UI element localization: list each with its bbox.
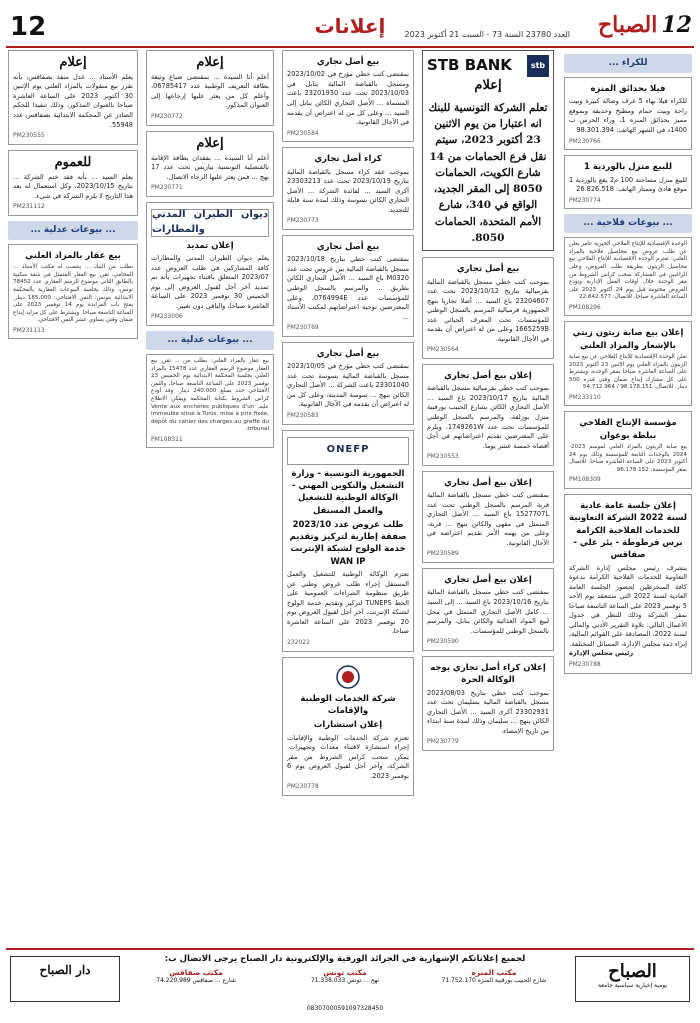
judicial-body: بيع عقار بالمزاد العلني: بطلب من ... تقرر بيع العقار موضوع الرسم العقاري عدد 15478 بالمزاد العلني بجلسة المحكمة الابتدائية يوم الخميس 23 نوفمبر 2023 على الساعة التاسعة صباحا، والثمن الافتتاحي حدد بمبلغ 240.000 دينار. وقد أودع كراس الشروط بكتابة المحكمة ويمكن الاطلاع عليه. Vente aux enchères publiques d'un immeuble situé à Tunis, mise à prix fixée, dépôt du cahier des charges au greffe du tribunal. [151,358,269,433]
notice-body: أعلم أنا السيدة ... بفقدان بطاقة الإقامة بالقنصلية التونسية بباريس تحت عدد 17 نهج ... فمن يعثر عليها الرجاء الاتصال. [151,153,269,181]
judicial-title: بيع عقار بالمزاد العلني [25,251,121,262]
page-number: 12 [10,12,47,42]
ad-code: 232022 [287,638,310,646]
ad-title: إعلان بيع صابة زيتون زيتي بالإشعار والمزاد العلني [572,328,684,351]
ad-body: للكراء فيلا بهاء 5 غرف وصالة كبيرة وبيت راحة وبيت حمام ومطبخ وحديقة وبموقع مميز بحدائق المنزه 1، وراء الحرس ب 1400د في الشهر الهاتف: 98.301.394 [569,97,687,134]
notice-body: يعلم ديوان الطيران المدني والمطارات كافة المشاركين في طلب العروض عدد 2023/07 المتعلق باقتناء تجهيزات بأنه تم تمديد آخر أجل لقبول العروض إلى يوم الخميس 30 نوفمبر 2023 على الساعة العاشرة صباحا، والباقي دون تغيير. [151,254,269,310]
ad-code: PM108309 [569,476,601,484]
ad-code: PM108296 [569,303,601,311]
agri-sale-ad-2 [564,321,692,406]
notice-title: إعلام [59,55,87,70]
rent-ad-2 [564,155,692,209]
column-public-notices [8,50,138,945]
office-sfax: مكتب صفاقس شارع ... صفاقس 74.220.989 [156,968,236,984]
ad-title: للبيع منزل بالوردية 1 [583,162,673,173]
onefp-tender [282,430,414,652]
sale-ad-2 [422,364,554,466]
agency-logo: ديوان الطيران المدني والمطارات [152,209,268,235]
ad-code: PM230779 [427,738,459,746]
notice-body: أعلم أنا السيدة ... بمقتضى ضياع وثيقة بطاقة التعريف الوطنية عدد 06785417، وأعلم كل من يعثر عليها إرجاعها إلى العنوان المذكور. [151,72,269,110]
judicial-body: بطلب من البنك ... ينتصب له مكتب الأستاذ ... المحامي، تقرر بيع العقار المتمثل في شقة سكنية بالطابق الثاني موضوع الرسم العقاري عدد 78452 تونس، وذلك بجلسة البيوعات العقارية بالمحكمة الابتدائية بتونس. الثمن الافتتاحي: 185.000 دينار. يفتح باب المزايدة يوم 14 نوفمبر 2023 على الساعة التاسعة صباحا. ويشترط على كل مزايد إيداع ضمان وقتي يساوي عشر الثمن الافتتاحي. [13,264,134,324]
stb-name: STB BANK [427,56,512,75]
ad-body: بمقتضى كتب خطي بتاريخ 2023/10/18 مسجل بالقباضة المالية ببن عروس تحت عدد M0320 باع السيد ... الأصل التجاري الكائن بطريق ... والمرسم بالسجل الوطني للمؤسسات عدد 0764994E، وعلى المعترضين توجيه اعتراضاتهم لمكتب الأستاذ ... [287,255,409,321]
ad-code: PM108311 [151,435,183,443]
ad-title: إعلان كراء أصل تجاري بوجه الوكالة الحرة [430,662,546,686]
tender-body: تعتزم الوكالة الوطنية للتشغيل والعمل المستقل إجراء طلب عروض وطني عن طريق منظومة الشراءات العمومية على الخط TUNEPS لتركيز وتقديم خدمة الولوج لشبكة الإنترنت. آخر أجل لقبول العروض يوم 20 نوفمبر 2023 على الساعة العاشرة صباحا. [287,570,409,636]
ad-code: PM230766 [569,137,601,145]
rent-business-ad [422,656,554,751]
ad-code: PM233110 [569,393,601,401]
ad-code: PM230584 [287,129,319,137]
footer-headline: لجميع إعلاناتكم الإشهارية في الجرائد الورقية والإلكترونية دار الصباح يرجى الاتصال ب: [164,954,526,964]
ad-title: فيلا بحدائق المنزه [590,84,666,95]
ad-title: إعلان بيع أصل تجاري [444,371,532,382]
ad-body: بموجب كتب خطي مسجل بالقباضة المالية بقرمبالية بتاريخ 2023/10/12 تحت عدد 23204607 باع السيد ... أصلا تجاريا بنهج الجمهورية قرمبالية المرسم بالسجل الوطني للمؤسسات تحت المعرف الجبائي عدد 1665259B وعلى من له اعتراض أن يقدمه في الآجال القانونية. [427,277,549,343]
ad-code: PM230589 [427,550,459,558]
stb-logo [427,55,549,77]
onefp-logo: ONEFP [287,437,409,465]
ad-code: PM231113 [13,326,45,334]
notice-body: يعلم الأستاذ ... عدل منفذ بصفاقس، بأنه تقرر بيع منقولات بالمزاد العلني يوم الإثنين 30 أكتوبر 2023 على الساعة العاشرة صباحا بالعنوان المذكور، وذلك تنفيذا للحكم الصادر عن المحكمة الابتدائية بصفاقس عدد 55948. [13,72,133,129]
ad-title: بيع أصل تجاري [316,57,380,67]
ad-body: بمقتضى كتب خطي مؤرخ في 2023/10/05 مسجل بالقباضة المالية بسوسة تحت عدد 23301040 باعت الشركة ... الأصل التجاري الكائن بنهج ... سوسة المدينة، وعلى كل من له اعتراض أن يقدمه في الآجال القانونية. [287,362,409,409]
sale-ad-1 [282,50,414,142]
ad-code: PM230590 [427,638,459,646]
sale-ad-2 [282,235,414,337]
footer-logo-tagline: يومية إخبارية سياسية جامعة [597,982,668,989]
column-rent-and-sales [564,50,692,945]
rent-ad-1 [564,77,692,150]
notice-title: إعلام [196,135,224,151]
ad-code: PM230564 [427,346,459,354]
notice-title: إعلام [196,55,224,70]
notice-text: تعلم الشركة التونسية للبنك انه اعتبارا من يوم الاثنين 23 أكتوبر 2023، سيتم نقل فرع الحمامات من 14 شارع الكويت، الحمامات 8050 إلى المقر الجديد، الواقع في 340، شارع الأمم المتحدة، الحمامات 8050. [428,101,548,244]
footer-offices [126,968,564,984]
stb-badge-icon: stb [527,55,549,77]
notice-2 [146,131,274,197]
rent-band: للكراء ... [564,54,692,73]
ad-body: بموجب كتب خطي بقرمبالية مسجل بالقباضة المالية بتاريخ 2023/10/17 باع السيد ... الأصل التجاري الكائن بشارع الحبيب بورقيبة منزل بوزلفة، والمرسم بالسجل الوطني للمؤسسات تحت عدد 1749261W، ويلزم على المعترضين تقديم اعتراضاتهم في أجل أقصاه خمسة عشر يوما. [427,384,549,450]
seal-icon [287,664,409,690]
ad-title: بيع أصل تجاري [456,264,520,275]
ad-body: بموجب كتب خطي بتاريخ 2023/08/03 مسجل بالقباضة المالية بسليمان تحت عدد 23302931 أكرى السيد ... الأصل التجاري الكائن بنهج ... سليمان وذلك لمدة سنة ابتداء من تاريخ الإمضاء. [427,688,549,735]
notice-title: شركة الخدمات الوطنية والإقامات [300,693,396,716]
agri-sale-ad-1 [564,237,692,316]
ad-code: PM230778 [287,783,319,791]
notice-body: يعلم السيد ... بأنه فقد ختم الشركة ... بتاريخ 2023/10/15، وكل استعمال له بعد هذا التاريخ لا يلزم الشركة في شيء. [13,172,133,200]
masthead-logo: 12الصباح [597,12,692,38]
ad-title: مؤسسة الإنتاج الفلاحي ببلطة بوعوان [579,418,677,441]
ad-code: PM230583 [287,411,319,419]
column-stb-and-sales [422,50,554,945]
section-title: إعلانات [314,14,386,38]
footer-logo: الصباح يومية إخبارية سياسية جامعة [575,956,690,1002]
agri-sale-ad-3 [564,411,692,489]
ad-title: بيع أصل تجاري [316,242,380,253]
sale-ad-4 [422,568,554,651]
sale-ad-3 [282,342,414,425]
ad-body: بموجب عقد كراء مسجل بالقباضة المالية بتاريخ 2023/10/19 تحت عدد 23303213 أكرى السيد ... لفائدة الشركة ... الأصل التجاري الكائن بسوسة وذلك لمدة سنة قابلة للتجديد. [287,167,409,214]
judicial-sale [8,244,138,339]
sale-ad-1 [422,257,554,359]
stb-bank-notice [422,50,554,251]
ad-body: بمقتضى كتب خطي مؤرخ في 2023/10/02 ومسجل بالقباضة المالية بنابل في 2023/10/03 تحت عدد 23201930 باعت المسماة ... الأصل التجاري الكائن بنابل إلى السيد ... وعلى كل من له اعتراض أن يقدمه في الآجال القانونية. [287,70,409,127]
column-notices-and-judicial [146,50,274,945]
notice-1 [8,50,138,145]
office-tunis: مكتب تونس نهج ... تونس 71.338.033 [310,968,380,984]
ad-code: PM230774 [569,196,601,204]
ad-code: PM230773 [287,217,319,225]
masthead [0,10,700,44]
notice-1 [146,50,274,126]
ad-title: إعلان بيع أصل تجاري [444,575,532,586]
ad-title: إعلان بيع أصل تجاري [444,477,532,488]
ad-title: إعلان جلسة عامة عادية لسنة 2022 الشركة التعاونية للخدمات الفلاحية الكرامة برس قرطوطة - بئر علي - صفاقس [569,500,687,561]
judicial-sale [146,354,274,448]
ad-signature: رئيس مجلس الإدارة [569,649,634,658]
ad-title: بيع أصل تجاري [316,348,380,359]
sale-ad-3 [422,471,554,563]
agri-sales-band: ... بيوعات فلاحية ... [564,214,692,233]
ad-code: PM231112 [13,203,45,211]
judicial-sales-band: ... بيوعات عدلية ... [8,221,138,240]
ad-body: بمقتضى كتب خطي مسجل بالقباضة المالية بتاريخ 2023/10/16 باع السيد ... إلى السيد ... كامل الأصل التجاري المتمثل في محل لبيع المواد الغذائية والكائن بنابل، والمرسم بالسجل الوطني للمؤسسات. [427,588,549,635]
ad-body: للبيع منزل مساحته 100 م2 يقع بالوردية 1 موقع هادئ وممتاز الهاتف: 26.826.518 [569,175,687,194]
ad-code: PM230788 [569,661,601,669]
ad-code: PM233006 [151,313,183,321]
ad-body: يتشرف رئيس مجلس إدارة الشركة التعاونية للخدمات الفلاحية الكرامة بدعوة كافة المنخرطين لحضور الجلسة العامة العادية لسنة 2022 التي ستنعقد يوم الأحد 5 نوفمبر 2023 على الساعة التاسعة صباحا بمقر الشركة وذلك للنظر في جدول الأعمال التالي: تلاوة التقرير الأدبي والمالي لسنة 2022، المصادقة على القوائم المالية، إبراء ذمة مجلس الإدارة، المسائل المختلفة. [569,563,688,648]
ad-body: تعلن الوحدة الإقتصادية للإنتاج الفلاحي عن بيع صابة الزيتون بالمزاد العلني يوم الإثنين 23 أكتوبر 2023 على الساعة العاشرة صباحا بمقر الوحدة، ويشترط على كل مشارك إيداع ضمان وقتي قدره 500 دينار. للاتصال: 98.178.151 / 54.712.964 [569,354,687,391]
ad-title: كراء أصل تجاري [314,154,382,165]
ad-code: PM230769 [287,324,319,332]
ad-body: بيع صابة الزيتون بالمزاد العلني لموسم 2023-2024 بالوحدات التابعة للمؤسسة وذلك يوم 24 أكتوبر 2023 على الساعة العاشرة صباحا. للاتصال بمقر المؤسسة: 98.178.152 [569,444,688,473]
office-menzah: مكتب المنزه شارع الحبيب بورقيبة المنزه 71.752.170 [441,968,547,984]
notice-2 [8,150,138,216]
column-sales-and-tenders [282,50,414,945]
rent-ad [282,147,414,230]
tender-title: طلب عروض عدد 2023/10 صفقة إطارية لتركيز وتقديم خدمة الولوج لشبكة الإنترنت WAN IP [289,519,407,567]
consultation-notice [282,657,414,796]
notice-title: إعلان تمديد [186,240,234,251]
bank-account: 08307000591097328450 [306,1005,384,1012]
ad-code: PM230553 [427,453,459,461]
ad-code: PM230555 [13,132,45,140]
notice-title: للعموم [54,154,92,170]
notice-subtitle: إعلان استشارات [313,720,383,731]
general-meeting-ad [564,494,692,674]
ad-body: الوحدة الإقتصادية للإنتاج الفلاحي الخيرية عامر يعلن عن طلب عروض بيع محاصيل فلاحية بالمزاد العلني: تعتزم الوحدة الاقتصادية للإنتاج الفلاحي بيع محاصيل الزيتون بطريقة طلب العروض، وعلى الراغبين في المشاركة سحب كراس الشروط من مقر الوحدة خلال أوقات العمل الإدارية وتودع العروض مختومة قبل يوم 24 أكتوبر 2023 على الساعة العاشرة صباحا. للاتصال: 22.842.577 [569,241,687,301]
tender-header: الجمهورية التونسية - وزارة التشغيل والتكوين المهني - الوكالة الوطنية للتشغيل والعمل المستقل [291,468,405,516]
ad-code: PM230771 [151,184,183,192]
dar-assabah-logo: دار الصباح [10,956,120,1002]
notice-body: تعتزم شركة الخدمات الوطنية والإقامات إجراء استشارة لاقتناء معدات وتجهيزات. يمكن سحب كراس الشروط من مقر الشركة، وآخر أجل لقبول العروض يوم 6 نوفمبر 2023. [287,733,409,780]
footer-contact-bar [6,948,694,1020]
masthead-rule [6,46,694,48]
issue-line: العدد 23780 السنة 73 - السبت 21 أكتوبر 2023 [404,30,570,39]
ad-body: بمقتضى كتب خطي مسجل بالقباضة المالية قربة المرسم بالسجل الوطني تحت عدد 1527707L باع السيد ... الأصل التجاري المتمثل في مقهى والكائن بنهج ... قربة، وعلى من يهمه الأمر تقديم اعتراضه في الآجال القانونية. [427,491,549,547]
notice-heading: إعلام [474,78,502,93]
extension-notice [146,202,274,326]
ad-code: PM230772 [151,113,183,121]
judicial-sales-band: ... بيوعات عدلية ... [146,331,274,350]
